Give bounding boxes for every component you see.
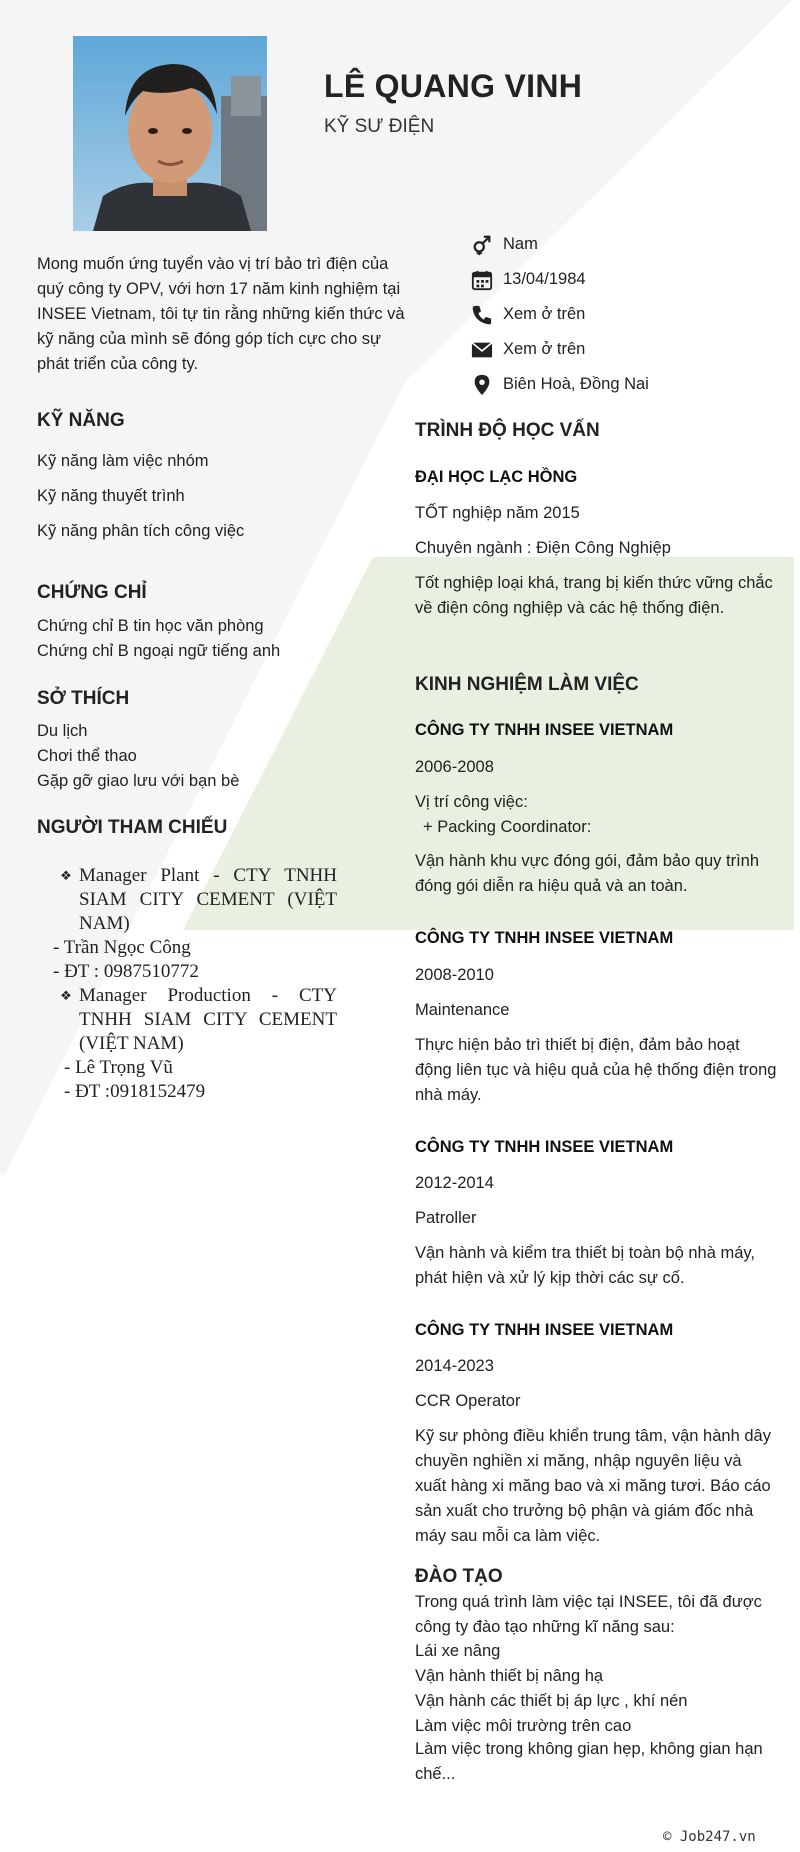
graduation-year: TỐT nghiệp năm 2015 bbox=[415, 504, 580, 522]
reference-item bbox=[37, 984, 337, 1056]
hobby-item: Chơi thể thao bbox=[37, 747, 137, 765]
footer-watermark[interactable]: © Job247.vn bbox=[663, 1829, 756, 1845]
reference-phone: - ĐT :0918152479 bbox=[64, 1081, 206, 1102]
diamond-bullet-icon: ❖ bbox=[60, 988, 72, 1003]
training-item: Làm việc môi trường trên cao bbox=[415, 1717, 632, 1735]
experience-heading: KINH NGHIỆM LÀM VIỆC bbox=[415, 674, 639, 695]
phone-icon bbox=[471, 304, 493, 326]
job-position: CCR Operator bbox=[415, 1392, 521, 1410]
calendar-icon bbox=[471, 269, 493, 291]
skill-item: Kỹ năng thuyết trình bbox=[37, 487, 185, 505]
candidate-name: LÊ QUANG VINH bbox=[324, 68, 583, 104]
job-position: Maintenance bbox=[415, 1001, 510, 1019]
skill-item: Kỹ năng phân tích công việc bbox=[37, 522, 245, 540]
job-company: CÔNG TY TNHH INSEE VIETNAM bbox=[415, 1321, 674, 1339]
hobby-item: Gặp gỡ giao lưu với bạn bè bbox=[37, 772, 240, 790]
skills-heading: KỸ NĂNG bbox=[37, 410, 125, 431]
education-description: Tốt nghiệp loại khá, trang bị kiến thức vững chắc về điện công nghiệp và các hệ thống điện. bbox=[415, 574, 773, 617]
certificates-heading: CHỨNG CHỈ bbox=[37, 582, 147, 603]
references-heading: NGƯỜI THAM CHIẾU bbox=[37, 817, 228, 838]
contact-info bbox=[471, 227, 771, 402]
job-years: 2014-2023 bbox=[415, 1357, 494, 1375]
training-heading: ĐÀO TẠO bbox=[415, 1566, 503, 1587]
reference-title: Manager Plant - CTY TNHH SIAM CITY CEMENT (VIỆT NAM) bbox=[79, 865, 337, 934]
contact-birthday bbox=[471, 262, 771, 297]
job-company: CÔNG TY TNHH INSEE VIETNAM bbox=[415, 1138, 674, 1156]
job-years: 2006-2008 bbox=[415, 758, 494, 776]
profile-photo bbox=[73, 36, 267, 231]
job-description: Vận hành khu vực đóng gói, đảm bảo quy trình đóng gói diễn ra hiệu quả và an toàn. bbox=[415, 852, 760, 895]
references-list bbox=[37, 864, 337, 1104]
email-value: Xem ở trên bbox=[503, 340, 586, 358]
reference-phone: - ĐT : 0987510772 bbox=[53, 961, 199, 982]
job-years: 2008-2010 bbox=[415, 966, 494, 984]
contact-address bbox=[471, 367, 771, 402]
job-description: Thực hiện bảo trì thiết bị điện, đảm bảo hoạt động liên tục và hiệu quả của hệ thống điện trong nhà máy. bbox=[415, 1036, 777, 1104]
training-item: Vận hành các thiết bị áp lực , khí nén bbox=[415, 1692, 688, 1710]
gender-value: Nam bbox=[503, 235, 538, 253]
career-objective: Mong muốn ứng tuyển vào vị trí bảo trì điện của quý công ty OPV, với hơn 17 năm kinh nghiệm tại INSEE Vietnam, tôi tự tin rằng những kiến thức và kỹ năng của mình sẽ đóng góp tích cực cho sự phát triển của công ty. bbox=[37, 255, 405, 373]
reference-item bbox=[37, 864, 337, 936]
map-pin-icon bbox=[471, 374, 493, 396]
certificate-item: Chứng chỉ B ngoại ngữ tiếng anh bbox=[37, 642, 281, 660]
contact-gender bbox=[471, 227, 771, 262]
training-item: Làm việc trong không gian hẹp, không gian hạn chế... bbox=[415, 1740, 763, 1783]
contact-email bbox=[471, 332, 771, 367]
job-position: + Packing Coordinator: bbox=[423, 818, 592, 836]
contact-phone bbox=[471, 297, 771, 332]
address-value: Biên Hoà, Đồng Nai bbox=[503, 375, 649, 393]
job-position: Patroller bbox=[415, 1209, 477, 1227]
training-item: Lái xe nâng bbox=[415, 1642, 501, 1660]
job-company: CÔNG TY TNHH INSEE VIETNAM bbox=[415, 929, 674, 947]
reference-name: - Trần Ngọc Công bbox=[53, 937, 191, 958]
reference-name: - Lê Trọng Vũ bbox=[64, 1057, 173, 1078]
candidate-title: KỸ SƯ ĐIỆN bbox=[324, 116, 435, 137]
job-description: Kỹ sư phòng điều khiển trung tâm, vận hành dây chuyền nghiền xi măng, nhập nguyên liệu và xuất hàng xi măng bao và xi măng tươi. Báo cáo sản xuất cho trưởng bộ phận và giám đốc nhà máy sau mỗi ca làm việc. bbox=[415, 1427, 771, 1545]
school-name: ĐẠI HỌC LẠC HỒNG bbox=[415, 468, 578, 486]
training-intro: Trong quá trình làm việc tại INSEE, tôi đã được công ty đào tạo những kĩ năng sau: bbox=[415, 1593, 762, 1636]
gender-icon bbox=[471, 234, 493, 256]
job-company: CÔNG TY TNHH INSEE VIETNAM bbox=[415, 721, 674, 739]
hobbies-heading: SỞ THÍCH bbox=[37, 688, 130, 709]
hobby-item: Du lịch bbox=[37, 722, 88, 740]
certificate-item: Chứng chỉ B tin học văn phòng bbox=[37, 617, 264, 635]
birthday-value: 13/04/1984 bbox=[503, 270, 586, 288]
job-position-label: Vị trí công việc: bbox=[415, 793, 528, 811]
education-heading: TRÌNH ĐỘ HỌC VẤN bbox=[415, 420, 600, 441]
training-item: Vận hành thiết bị nâng hạ bbox=[415, 1667, 604, 1685]
major: Chuyên ngành : Điện Công Nghiệp bbox=[415, 539, 671, 557]
job-years: 2012-2014 bbox=[415, 1174, 494, 1192]
diamond-bullet-icon: ❖ bbox=[60, 868, 72, 883]
email-icon bbox=[471, 339, 493, 361]
phone-value: Xem ở trên bbox=[503, 305, 586, 323]
reference-title: Manager Production - CTY TNHH SIAM CITY CEMENT (VIỆT NAM) bbox=[79, 985, 337, 1054]
job-description: Vận hành và kiểm tra thiết bị toàn bộ nhà máy, phát hiện và xử lý kịp thời các sự cố. bbox=[415, 1244, 755, 1287]
skill-item: Kỹ năng làm việc nhóm bbox=[37, 452, 209, 470]
